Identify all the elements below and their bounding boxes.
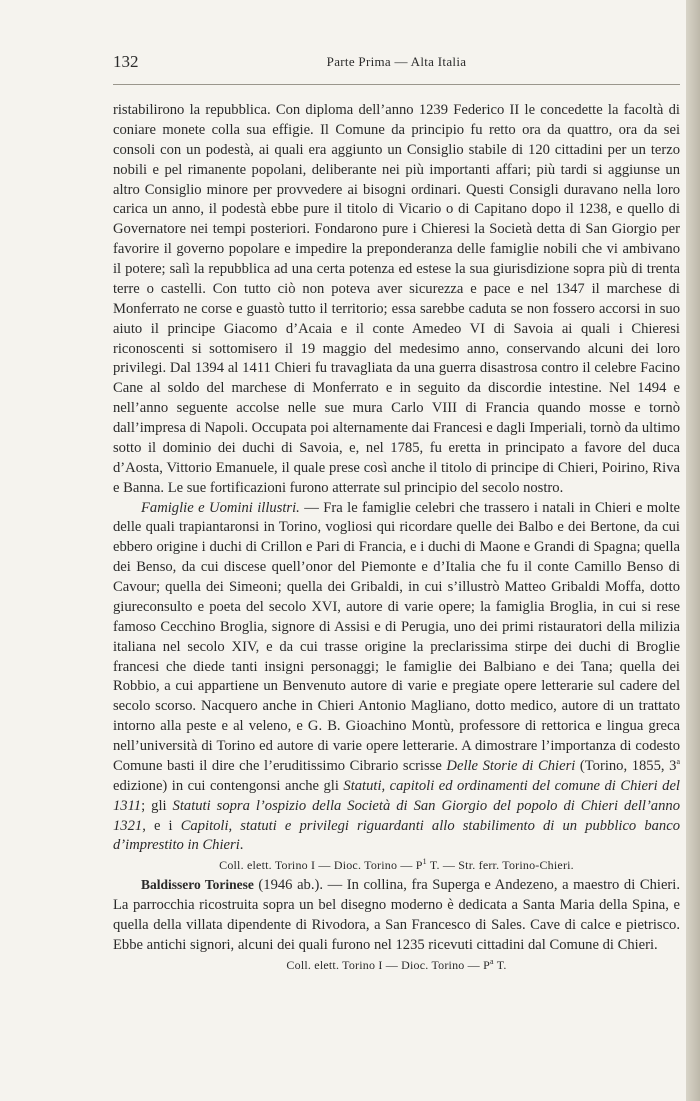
entry-text: (1946 ab.). — In collina, fra Superga e Andezeno, a maestro di Chieri. La parrocchia ricostruita sopra un bel disegno moderno è dedicata a Santa Maria della Spina, e quella della villata dipendente di Rivodora, a San Francesco di Sales. Cave di calce e pietrisco. Ebbe antichi signori, alcuni dei quali furono nel 1235 ricevuti cittadini dal Comune di Chieri. [113,877,680,953]
reference-text: T. — Str. ferr. Torino-Chieri. [426,858,574,873]
text-run: edizione) in cui contengonsi anche gli [113,777,344,794]
reference-superscript: a [489,956,494,966]
book-title: Statuti, capitoli ed ordinamenti del comune di Chieri del 1311 [113,777,680,814]
header-rule [113,84,680,85]
entry-baldissero [113,875,680,956]
reference-text: Coll. elett. Torino I — Dioc. Torino — P [286,957,490,972]
page-body [113,101,680,975]
reference-text: T. [493,957,507,972]
reference-line [113,856,680,875]
edition-superscript: a [676,757,680,767]
text-run: , e i [142,817,181,834]
paragraph-history: ristabilirono la repubblica. Con diploma dell’anno 1239 Federico II le concedette la facoltà di coniare monete colla sua effigie. Il Comune da principio fu retto ora da quattro, ora da sei consoli con un podestà, ai quali era aggiunto un Consiglio stabile di 120 cittadini per un terzo nobili e pel rimanente popolani, deliberante nei più importanti affari; più tardi si aggiunse un altro Consiglio minore per provvedere ai bisogni ordinari. Questi Consigli duravano nella loro carica un anno, il podestà ebbe pure il titolo di Vicario o di Capitano dopo il 1238, e quello di Governatore nei tempi posteriori. Fondarono pure i Chieresi la Società detta di San Giorgio per favorire il governo popolare e impedire la preponderanza delle famiglie nobili che vi ambivano il potere; salì la repubblica ad una certa potenza ed estese la sua giurisdizione sopra più di trenta terre o castelli. Con tutto ciò non poteva aver sicurezza e pace e nel 1347 il marchese di Monferrato ne corse e guastò tutto il territorio; essa sarebbe caduta se non fossero accorsi in suo aiuto il principe Giacomo d’Acaia e il conte Amedeo VI di Savoia ai quali i Chieresi riconoscenti si sottomisero il 19 maggio del medesimo anno, conservando alcuni dei loro privilegi. Dal 1394 al 1411 Chieri fu travagliata da una guerra disastrosa contro il celebre Facino Cane al soldo del marchese di Monferrato e in seguito da discordie intestine. Nel 1494 e nell’anno seguente accolse nelle sue mura Carlo VIII di Francia quando mosse e tornò dall’impresa di Napoli. Occupata poi alternamente dai Francesi e dagli Imperiali, tornò da ultimo sotto il dominio dei duchi di Savoia, e, nel 1785, fu eretta in principato a favore del duca d’Aosta, Vittorio Emanuele, il quale prese così anche il titolo di principe di Chieri, Poirino, Riva e Banna. Le sue fortificazioni furono atterrate sul principio del secolo nostro. [113,102,680,496]
reference-text: Coll. elett. Torino I — Dioc. Torino — P [219,858,423,873]
book-title: Delle Storie di Chieri [446,757,576,774]
running-title: Parte Prima — Alta Italia [326,54,467,69]
section-heading: Famiglie e Uomini illustri. [141,499,300,516]
book-title: Capitoli, statuti e privilegi riguardanti allo stabilimento di un pubblico banco d’imprestito in Chieri [113,817,680,854]
page-header [113,52,680,74]
reference-line [113,956,680,975]
text-run: (Torino, 1855, 3 [575,757,677,774]
paragraph-families [113,499,680,857]
page-edge [686,0,700,1101]
text-run: . [239,837,244,854]
book-title: Statuti sopra l’ospizio della Società di San Giorgio del popolo di Chieri dell’anno 1321 [113,797,680,834]
page-number: 132 [113,52,139,71]
entry-name: Baldissero Torinese [141,877,254,893]
text-run: — Fra le famiglie celebri che trassero i natali in Chieri e molte delle quali trapiantaronsi in Torino, vogliosi qui ricordare quelle dei Balbo e dei Bertone, da cui ebbero origine i duchi di Crillon e Pari di Francia, e i duchi di Maone e Grandi di Spagna; quella dei Benso, da cui discese quell’onor del Piemonte e d’Italia che fu il conte Camillo Benso di Cavour; quella dei Simeoni; quella dei Gribaldi, in cui s’illustrò Matteo Gribaldi Moffa, dotto giureconsulto e poeta del secolo XVI, autore di varie opere; la famiglia Broglia, in cui si rese famoso Cecchino Broglia, signore di Assisi e di Perugia, uno dei primi ristauratori della milizia italiana nel secolo XIV, e da cui trasse origine la preclarissima stirpe dei duchi di Broglie francesi che diede tanti insigni personaggi; le famiglie dei Balbiano e dei Tana; quella dei Robbio, a cui appartiene un Benvenuto autore di varie e pregiate opere letterarie sul cadere del secolo scorso. Nacquero anche in Chieri Antonio Magliano, dotto medico, autore di un trattato intorno alla peste e al veleno, e G. B. Gioachino Montù, professore di rettorica e lingua greca nell’università di Torino ed autore di varie opere letterarie. A dimostrare l’importanza di codesto Comune basti il dire che l’eruditissimo Cibrario scrisse [113,499,680,774]
reference-superscript: 1 [422,857,427,867]
text-run: ; gli [141,797,173,814]
